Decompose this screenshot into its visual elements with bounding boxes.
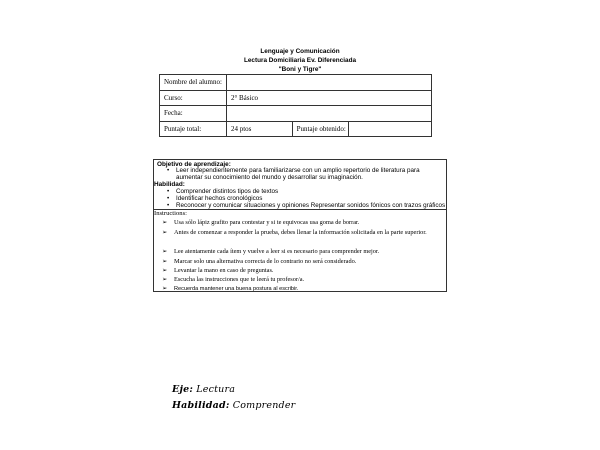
arrow-bullet-icon: ➢ (162, 285, 168, 292)
instructions-title: Instructions: (154, 210, 187, 217)
axis-label: Eje: (172, 384, 194, 395)
section-divider (154, 209, 446, 210)
total-score-value: 24 ptos (226, 121, 292, 137)
skill-line (172, 400, 295, 411)
table-row (160, 106, 432, 122)
instruction-text: Lee atentamente cada ítem y vuelve a leer si es necesario para comprender mejor. (174, 248, 380, 255)
objective-title: Objetivo de aprendizaje: (157, 161, 231, 168)
bullet-icon: • (167, 195, 170, 202)
skill-value: Comprender (232, 400, 296, 411)
list-item (162, 248, 380, 256)
list-item (167, 188, 279, 195)
instruction-text: Antes de comenzar a responder la prueba, debes llenar la información solicitada en la parte superior. (174, 229, 427, 236)
arrow-bullet-icon: ➢ (162, 276, 168, 283)
name-label: Nombre del alumno: (160, 75, 227, 91)
instruction-text: Levantar la mano en caso de preguntas. (174, 267, 274, 274)
arrow-bullet-icon: ➢ (162, 219, 168, 226)
objectives-instructions-box (153, 159, 447, 292)
list-item (167, 195, 263, 202)
bullet-icon: • (167, 202, 170, 209)
student-info-table (159, 74, 432, 137)
table-row (160, 121, 432, 137)
name-field[interactable] (226, 75, 431, 91)
course-label: Curso: (160, 90, 227, 106)
skill-label: Habilidad: (172, 400, 230, 411)
document-subject: Lenguaje y Comunicación (260, 48, 340, 55)
bullet-icon: • (167, 188, 170, 195)
instruction-text: Escucha las instrucciones que te leerá tu profesor/a. (174, 276, 305, 283)
skill-title: Habilidad: (154, 181, 185, 188)
total-score-label: Puntaje total: (160, 121, 227, 137)
skill-text: Reconocer y comunicar situaciones y opiniones Representar sonidos fónicos con trazos gráficos (176, 202, 446, 209)
list-item (162, 267, 274, 275)
bullet-icon: • (167, 167, 170, 174)
list-item (162, 285, 299, 293)
arrow-bullet-icon: ➢ (162, 267, 168, 274)
table-row (160, 75, 432, 91)
arrow-bullet-icon: ➢ (162, 229, 168, 236)
date-label: Fecha: (160, 106, 227, 122)
table-row (160, 90, 432, 106)
obtained-score-field[interactable] (348, 121, 431, 137)
course-value: 2° Básico (226, 90, 431, 106)
arrow-bullet-icon: ➢ (162, 248, 168, 255)
objective-item (167, 167, 444, 181)
list-item (162, 258, 357, 266)
list-item (162, 276, 305, 284)
axis-value: Lectura (196, 384, 236, 395)
instruction-text: Usa sólo lápiz grafito para contestar y si te equivocas usa goma de borrar. (174, 219, 360, 226)
skill-text: Identificar hechos cronológicos (176, 195, 263, 202)
list-item (167, 202, 446, 209)
obtained-score-label: Puntaje obtenido: (292, 121, 348, 137)
arrow-bullet-icon: ➢ (162, 258, 168, 265)
document-book-title: "Boni y Tigre" (278, 66, 322, 73)
instruction-text: Recuerda mantener una buena postura al escribir. (174, 286, 299, 292)
list-item (162, 219, 360, 227)
list-item (162, 229, 436, 237)
date-field[interactable] (226, 106, 431, 122)
document-evaluation: Lectura Domiciliaria Ev. Diferenciada (243, 57, 357, 64)
instruction-text: Marcar solo una alternativa correcta de lo contrario no será considerado. (174, 258, 357, 265)
objective-text: Leer independientemente para familiarizarse con un amplio repertorio de literatura para aumentar su conocimiento del mundo y desarrollar su imaginación. (176, 167, 420, 181)
skill-text: Comprender distintos tipos de textos (176, 188, 279, 195)
axis-line (172, 384, 235, 395)
